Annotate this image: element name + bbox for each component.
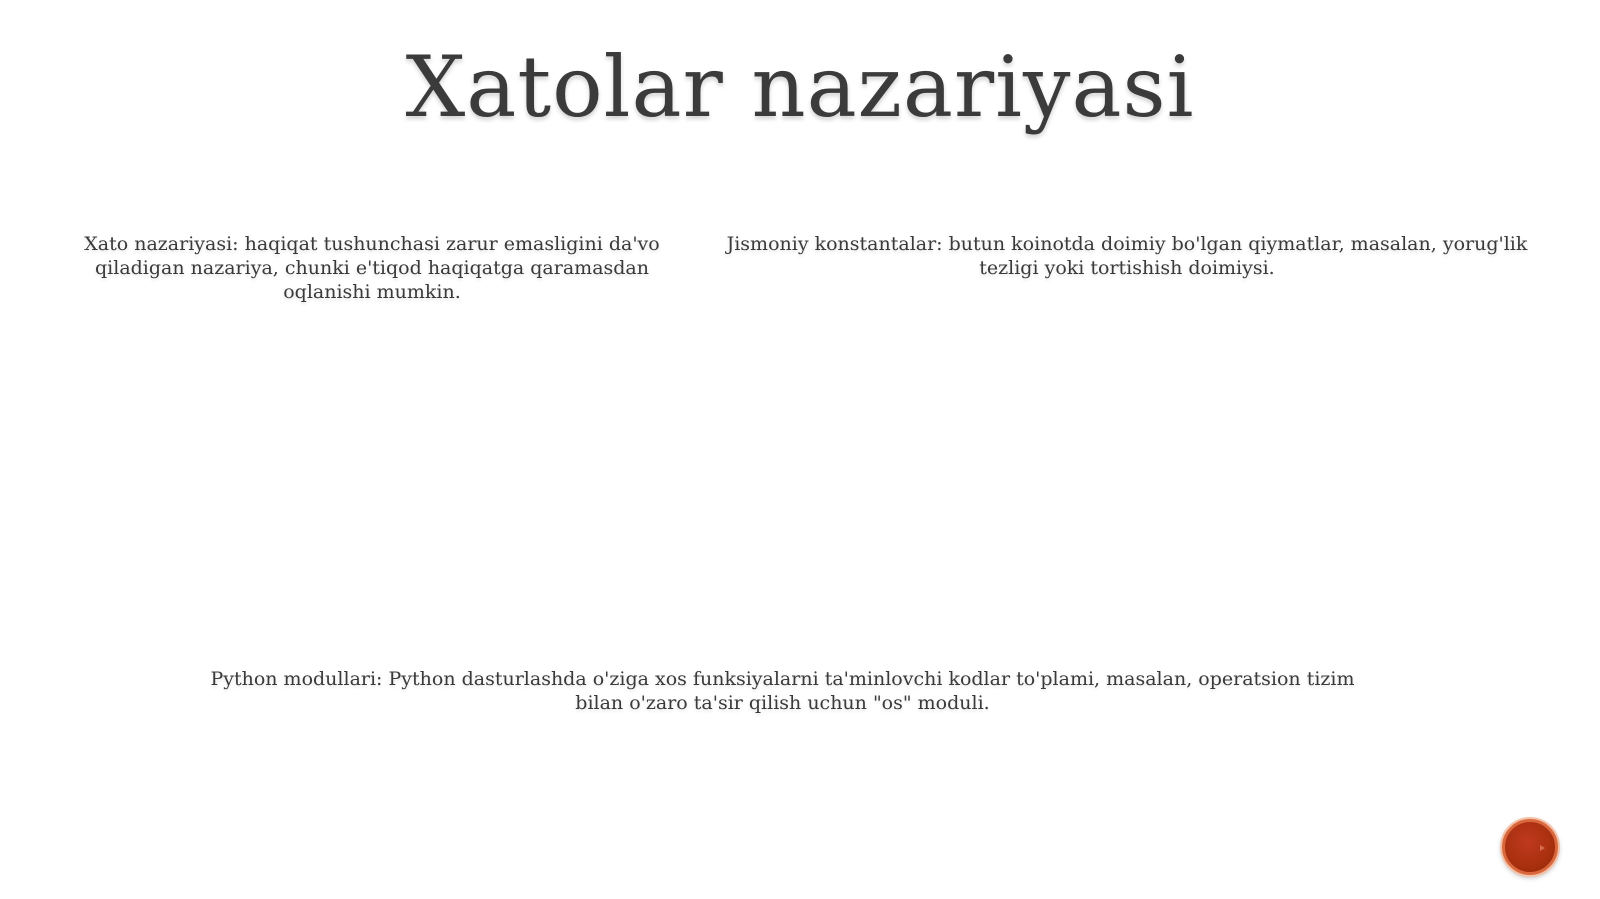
slide-title: Xatolar nazariyasi [405,38,1195,136]
text-block-error-theory: Xato nazariyasi: haqiqat tushunchasi zarur emasligini da'vo qiladigan nazariya, chunki e'tiqod haqiqatga qaramasdan oqlanishi mumkin. [84,233,660,303]
text-block-physical-constants: Jismoniy konstantalar: butun koinotda doimiy bo'lgan qiymatlar, masalan, yorug'lik tezligi yoki tortishish doimiysi. [726,233,1528,279]
text-block-python-modules: Python modullari: Python dasturlashda o'ziga xos funksiyalarni ta'minlovchi kodlar to'plami, masalan, operatsion tizim bilan o'zaro ta'sir qilish uchun "os" moduli. [210,668,1355,714]
next-slide-button[interactable] [1502,819,1558,875]
next-arrow-icon [1539,844,1547,852]
